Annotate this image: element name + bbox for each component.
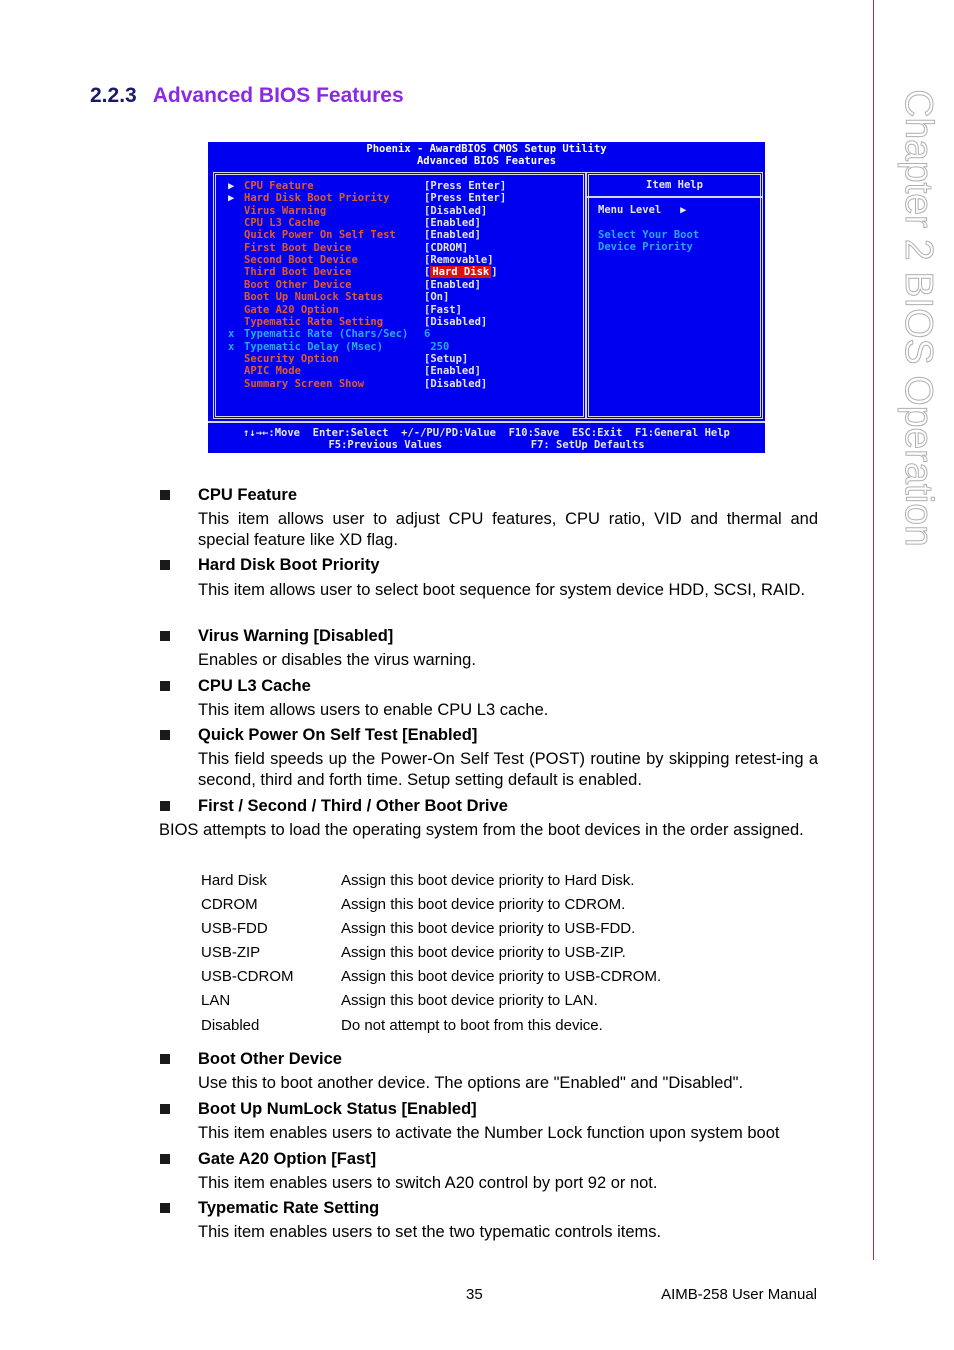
device-name: LAN [201,992,231,1009]
bios-help-title: Item Help [646,179,703,191]
item-title: Hard Disk Boot Priority [198,556,380,574]
bios-setting-value[interactable]: [Enabled] [424,229,481,242]
bios-setting-value[interactable]: [Disabled] [424,315,488,328]
row-marker: x [228,340,235,353]
bios-setting-label: Second Boot Device [244,254,358,267]
item-description: This item enables users to activate the Number Lock function upon system boot [198,1124,780,1142]
bios-screen [208,142,767,453]
bios-setting-value[interactable] [424,266,498,278]
bios-setting-value[interactable]: [Removable] [424,254,494,267]
bios-setting-value[interactable]: [Enabled] [424,278,481,291]
bios-setting-label: Quick Power On Self Test [244,229,396,242]
selected-value-highlight[interactable]: Hard Disk [432,266,490,279]
submenu-arrow-icon: ▶ [228,192,235,205]
bios-setting-label: Hard Disk Boot Priority [244,192,390,205]
bios-help-text-2: Device Priority [598,241,693,253]
bios-setting-label: Typematic Rate Setting [244,315,384,328]
bios-setting-label: Typematic Delay (Msec) [244,340,384,353]
bios-setting-label: Gate A20 Option [244,303,339,316]
manual-title: AIMB-258 User Manual [661,1286,817,1303]
bios-setting-label: Boot Other Device [244,278,352,291]
bios-setting-label: Typematic Rate (Chars/Sec) [244,328,409,341]
bios-setting-label: Third Boot Device [244,266,352,279]
item-title: First / Second / Third / Other Boot Drive [198,797,508,815]
bios-setting-label: CPU Feature [244,180,314,192]
device-name: USB-ZIP [201,944,261,961]
value-bracket-open: [ [424,266,431,279]
value-bracket-close: ] [491,266,498,279]
page-number: 35 [466,1286,483,1303]
device-name: USB-FDD [201,920,268,937]
section-heading [90,84,404,108]
item-title: Virus Warning [Disabled] [198,627,394,645]
item-title: Boot Other Device [198,1050,342,1068]
bullet-icon [160,681,170,691]
bios-setting-label: Boot Up NumLock Status [244,291,384,304]
row-marker: x [228,328,235,341]
bios-help-separator [586,196,763,198]
item-title: Gate A20 Option [Fast] [198,1150,377,1168]
bios-setting-label: APIC Mode [244,365,301,378]
item-description: Enables or disables the virus warning. [198,651,476,669]
item-description: This item enables users to set the two typematic controls items. [198,1223,662,1241]
bullet-icon [160,560,170,570]
bios-footer-keys: ↑↓→←:Move Enter:Select +/-/PU/PD:Value F10:Save ESC:Exit F1:General Help [243,427,730,439]
device-description: Do not attempt to boot from this device. [341,1017,603,1034]
bios-setting-label: Virus Warning [244,204,327,217]
bios-setting-label: Security Option [244,352,339,365]
device-name: USB-CDROM [201,968,294,985]
bios-setting-value[interactable]: [Disabled] [424,377,488,390]
item-description: Use this to boot another device. The options are "Enabled" and "Disabled". [198,1074,744,1092]
item-description: This field speeds up the Power-On Self Test (POST) routine by skipping retest-ing a second, third and forth time. Setup setting default is enabled. [198,750,818,789]
bios-setting-label: CPU L3 Cache [244,217,320,230]
item-title: Typematic Rate Setting [198,1199,380,1217]
device-description: Assign this boot device priority to USB-ZIP. [341,944,626,961]
item-description: BIOS attempts to load the operating system from the boot devices in the order assigned. [159,821,804,839]
device-description: Assign this boot device priority to USB-CDROM. [341,968,662,985]
item-description: This item allows user to adjust CPU features, CPU ratio, VID and thermal and special feature like XD flag. [198,510,818,549]
bios-setting-value[interactable]: [Press Enter] [424,192,507,205]
device-description: Assign this boot device priority to CDROM. [341,896,626,913]
device-description: Assign this boot device priority to USB-FDD. [341,920,636,937]
bios-setting-value[interactable]: [Press Enter] [424,180,507,192]
bios-setting-value[interactable]: 250 [424,340,450,353]
bios-setting-value[interactable]: [Enabled] [424,217,481,230]
bios-setting-value[interactable]: [On] [424,291,450,304]
item-description: This item allows users to enable CPU L3 cache. [198,701,549,719]
bullet-icon [160,1054,170,1064]
bios-footer-separator [208,421,765,423]
device-name: Hard Disk [201,872,267,889]
device-name: Disabled [201,1017,260,1034]
item-title: CPU Feature [198,486,298,504]
bios-help-menu-level: Menu Level ▶ [598,204,687,216]
side-rule [873,0,874,1260]
item-title: Boot Up NumLock Status [Enabled] [198,1100,477,1118]
bios-setting-value[interactable]: 6 [424,328,431,341]
bullet-icon [160,1104,170,1114]
bios-setting-value[interactable]: [Disabled] [424,204,488,217]
device-name: CDROM [201,896,258,913]
device-description: Assign this boot device priority to LAN. [341,992,598,1009]
section-number: 2.2.3 [90,84,137,107]
chapter-side-tab: Chapter 2 BIOS Operation [897,89,940,547]
bullet-icon [160,1154,170,1164]
bios-setting-label: Summary Screen Show [244,377,365,390]
bios-setting-value[interactable]: [Setup] [424,352,469,365]
bios-setting-value[interactable]: [CDROM] [424,241,469,254]
bios-setting-value[interactable]: [Enabled] [424,365,481,378]
item-description: This item enables users to switch A20 control by port 92 or not. [198,1174,658,1192]
bios-utility-title: Phoenix - AwardBIOS CMOS Setup Utility [366,143,607,155]
bios-setting-label: First Boot Device [244,241,352,254]
bullet-icon [160,801,170,811]
bullet-icon [160,730,170,740]
device-description: Assign this boot device priority to Hard Disk. [341,872,635,889]
bios-setting-value[interactable]: [Fast] [424,303,462,316]
item-description: This item allows user to select boot sequence for system device HDD, SCSI, RAID. [198,581,806,599]
bios-footer-keys-2: F5:Previous Values F7: SetUp Defaults [328,439,645,451]
bios-page-title: Advanced BIOS Features [416,155,557,167]
bullet-icon [160,490,170,500]
item-title: Quick Power On Self Test [Enabled] [198,726,478,744]
item-title: CPU L3 Cache [198,677,311,695]
bios-help-text-1: Select Your Boot [598,229,700,241]
submenu-arrow-icon: ▶ [228,180,235,192]
bullet-icon [160,1203,170,1213]
section-title: Advanced BIOS Features [152,84,404,107]
bullet-icon [160,631,170,641]
